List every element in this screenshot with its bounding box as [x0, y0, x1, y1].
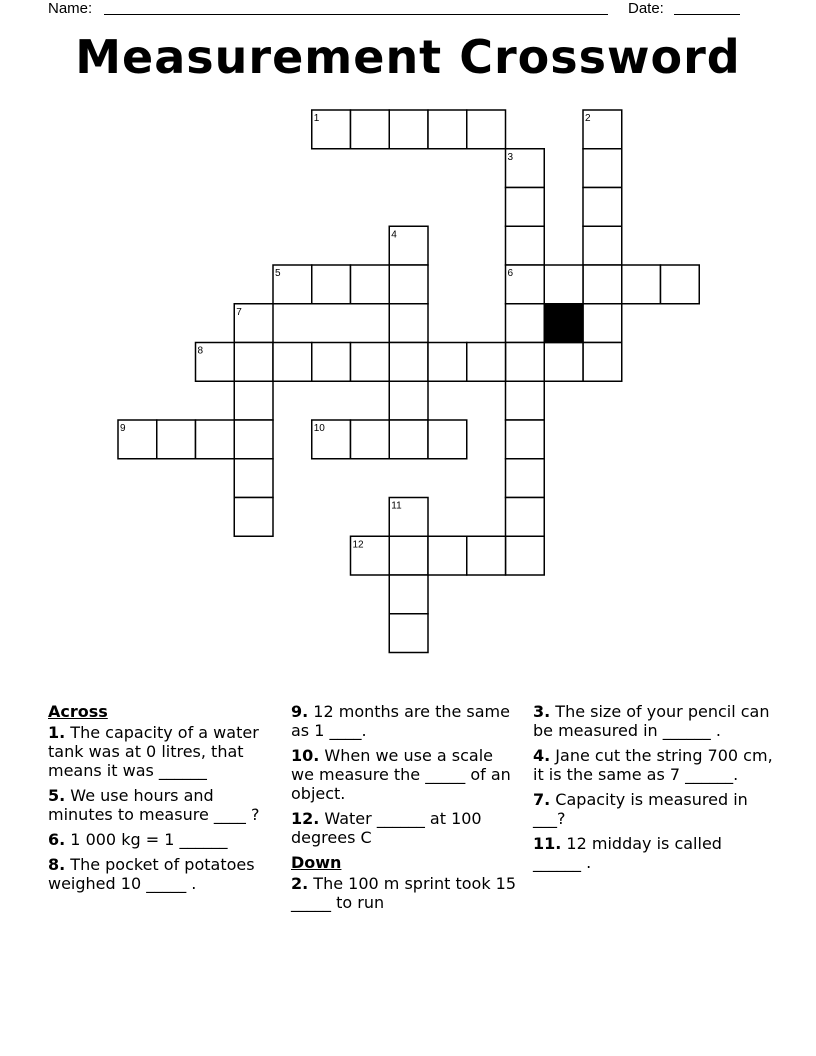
grid-cell[interactable] [234, 420, 273, 459]
grid-cell[interactable] [467, 110, 506, 149]
grid-cell[interactable] [157, 420, 196, 459]
grid-cell[interactable] [506, 459, 545, 498]
grid-cell[interactable] [351, 265, 390, 304]
grid-cell[interactable] [389, 265, 428, 304]
grid-cell[interactable] [389, 343, 428, 382]
clue-column-3 [533, 702, 773, 878]
grid-cell[interactable] [389, 420, 428, 459]
grid-cell[interactable] [428, 110, 467, 149]
grid-cell[interactable] [622, 265, 661, 304]
cell-number: 5 [275, 268, 281, 279]
grid-cell[interactable] [389, 381, 428, 420]
page-title: Measurement Crossword [75, 30, 741, 84]
clue-across-5: 5. We use hours and minutes to measure ____ ? [48, 786, 260, 824]
grid-cell[interactable] [661, 265, 700, 304]
cell-number: 7 [236, 306, 242, 318]
grid-cell[interactable] [506, 343, 545, 382]
grid-cell[interactable] [428, 343, 467, 382]
grid-cell[interactable] [234, 381, 273, 420]
grid-cell[interactable] [583, 188, 622, 227]
grid-cell[interactable] [506, 420, 545, 459]
grid-cell[interactable] [351, 420, 390, 459]
clue-across-8: 8. The pocket of potatoes weighed 10 _____ . [48, 855, 255, 893]
clue-down-7: 7. Capacity is measured in ___? [533, 790, 748, 828]
grid-cell[interactable] [389, 536, 428, 575]
grid-cell[interactable] [389, 614, 428, 653]
clue-across-9: 9. 12 months are the same as 1 ____. [291, 702, 510, 740]
grid-cell[interactable] [234, 343, 273, 382]
grid-cell[interactable] [544, 343, 583, 382]
grid-cell[interactable] [506, 498, 545, 537]
grid-cell[interactable] [351, 343, 390, 382]
grid-cell[interactable] [312, 265, 351, 304]
date-label: Date: [628, 0, 664, 17]
clue-across-10: 10. When we use a scale we measure the _____ of an object. [291, 746, 511, 803]
cell-number: 3 [507, 151, 514, 163]
cell-number: 12 [352, 539, 364, 551]
grid-cell[interactable] [506, 304, 545, 343]
clue-column-1 [48, 702, 280, 899]
grid-cell[interactable] [389, 575, 428, 614]
cell-number: 4 [391, 229, 397, 241]
grid-cell[interactable] [312, 343, 351, 382]
grid-cell[interactable] [544, 265, 583, 304]
grid-cell[interactable] [506, 536, 545, 575]
cell-number: 8 [197, 345, 204, 357]
clue-across-1: 1. The capacity of a water tank was at 0 litres, that means it was ______ [48, 723, 259, 780]
grid-cell[interactable] [583, 149, 622, 188]
clue-across-6: 6. 1 000 kg = 1 ______ [48, 830, 228, 849]
cell-number: 11 [391, 500, 402, 512]
grid-cell[interactable] [467, 343, 506, 382]
cell-number: 6 [507, 268, 514, 279]
grid-cell[interactable] [583, 265, 622, 304]
down-heading: Down [291, 853, 342, 872]
grid-cell[interactable] [351, 110, 390, 149]
grid-cell[interactable] [506, 226, 545, 265]
grid-cell[interactable] [506, 381, 545, 420]
grid-cell[interactable] [583, 343, 622, 382]
grid-cell[interactable] [428, 536, 467, 575]
cell-number: 1 [313, 113, 320, 124]
clue-down-4: 4. Jane cut the string 700 cm, it is the same as 7 ______. [533, 746, 773, 784]
grid-cell[interactable] [506, 188, 545, 227]
grid-cell[interactable] [273, 343, 312, 382]
clue-column-2 [291, 702, 519, 918]
grid-cell[interactable] [583, 226, 622, 265]
shaded-cell [544, 304, 583, 343]
grid-cell[interactable] [467, 536, 506, 575]
cell-number: 10 [313, 423, 325, 434]
grid-cell[interactable] [583, 304, 622, 343]
clue-across-12: 12. Water ______ at 100 degrees C [291, 809, 482, 847]
clue-down-3: 3. The size of your pencil can be measured in ______ . [533, 702, 770, 740]
grid-cell[interactable] [428, 420, 467, 459]
name-label: Name: [48, 0, 93, 17]
clue-down-2: 2. The 100 m sprint took 15 _____ to run [291, 874, 517, 912]
grid-cell[interactable] [234, 498, 273, 537]
grid-cell[interactable] [389, 110, 428, 149]
across-heading: Across [48, 702, 108, 721]
cell-number: 2 [585, 113, 591, 124]
grid-cell[interactable] [234, 459, 273, 498]
clue-down-11: 11. 12 midday is called ______ . [533, 834, 722, 872]
grid-cell[interactable] [196, 420, 235, 459]
grid-cell[interactable] [389, 304, 428, 343]
cell-number: 9 [120, 423, 126, 434]
